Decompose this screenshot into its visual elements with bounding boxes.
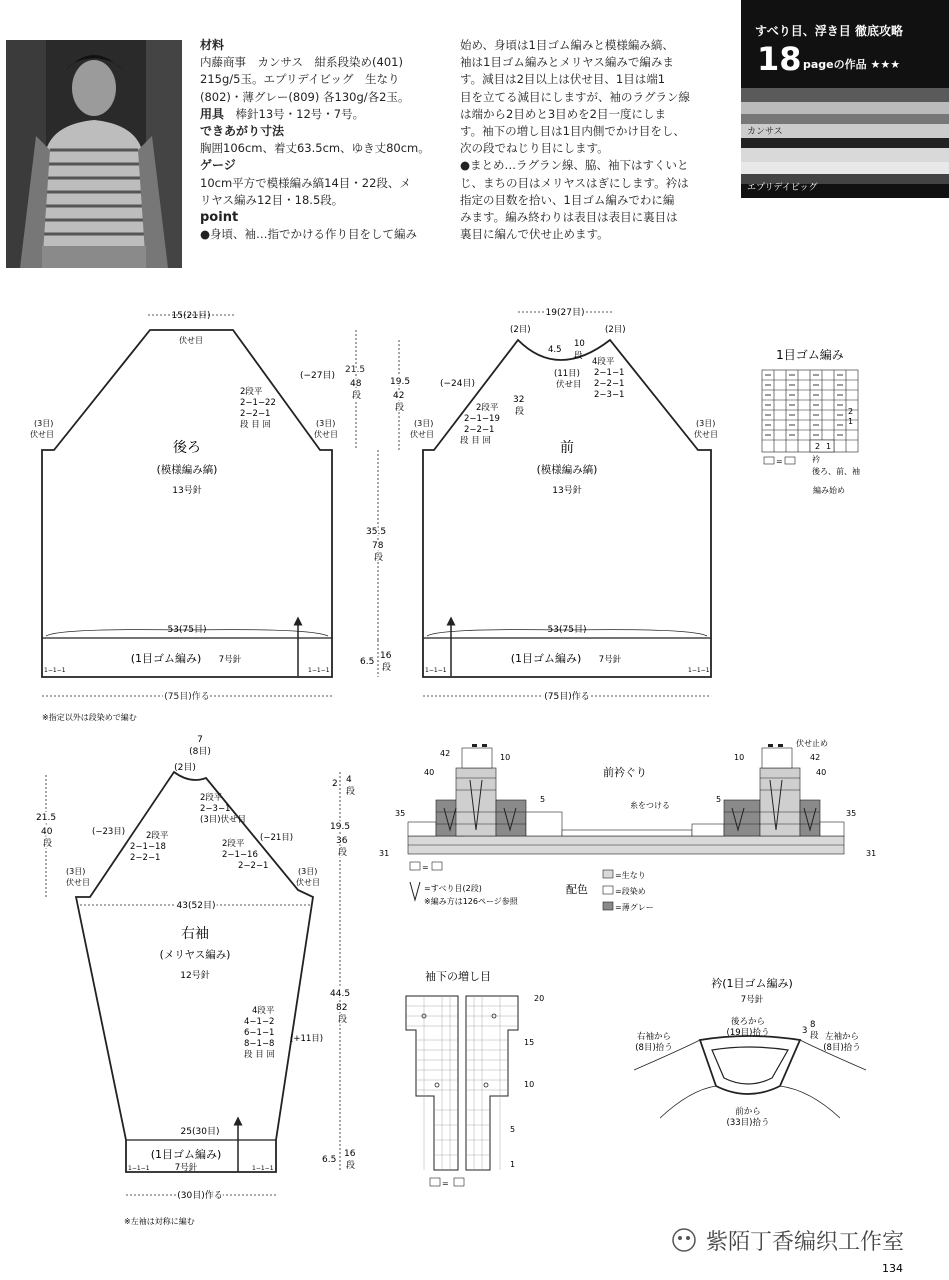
dim: 78 [372, 541, 384, 551]
dim: 48 [350, 379, 362, 389]
color-title: 配色 [566, 883, 588, 896]
instruction-line: 次の段でねじり目にします。 [460, 141, 609, 156]
front-dec-row: 2−2−1 [464, 425, 495, 435]
front-dec-row: 2段平 [476, 403, 499, 413]
sleeve-inc-row: 10 [524, 1080, 535, 1089]
materials-line: 215g/5玉。エプリデイビッグ 生なり [200, 72, 400, 87]
instruction-line: 指定の目数を拾い、1目ゴム編みでわに編 [460, 192, 675, 207]
front-neck-drop: 10 [574, 339, 585, 349]
dim-unit: 段 [374, 553, 384, 563]
collar-right: 右袖から [636, 1032, 672, 1042]
color-natural: =生なり [615, 871, 646, 880]
yarn2-label: エプリデイビッグ [747, 183, 818, 193]
neck-row: 40 [816, 768, 827, 777]
sleeve-right-row: 2段平 [222, 839, 245, 849]
front-dec-label: (−24目) [440, 379, 476, 389]
back-top-width: 15(21目) [171, 311, 211, 321]
back-dec-row: 2−2−1 [240, 409, 271, 419]
back-bottom-width: 53(75目) [167, 625, 207, 635]
front-cast-on: (75目)作る [544, 692, 590, 702]
instruction-line: 裏目に編んで伏せ止めます。 [460, 227, 609, 242]
neck-stitch: 10 [734, 753, 745, 762]
page-number: 134 [882, 1262, 903, 1275]
instruction-line: ●まとめ…ラグラン線、脇、袖下はすくいと [460, 158, 689, 173]
dim: 19.5 [390, 377, 411, 387]
collar-back: (19目)拾う [726, 1028, 770, 1038]
sleeve-left-label: (−23目) [92, 827, 126, 837]
back-dec-row: 2段平 [240, 387, 263, 397]
sleeve-inc-row: 5 [510, 1125, 516, 1134]
sleeve-increase-chart [406, 969, 544, 1188]
back-title: 後ろ [173, 440, 201, 456]
rib-num: 2 [815, 442, 821, 451]
sleeve-inc-row: 20 [534, 994, 545, 1003]
sleeve-left-row: 2−1−18 [130, 842, 166, 852]
sleeve-rib-mark: 1−1−1 [252, 1165, 274, 1172]
sleeve-rib-needle: 7号針 [174, 1163, 198, 1173]
sleeve-h: 40 [41, 827, 53, 837]
color-dyed: =段染め [615, 887, 646, 896]
front-neck-bind: (11目) [554, 369, 580, 379]
sleeve-h: 36 [336, 836, 348, 846]
front-rib-needle: 7号針 [598, 655, 622, 665]
back-subtitle: (模様編み縞) [156, 464, 218, 476]
sleeve-h: 4 [346, 775, 352, 785]
back-dec-label: (−27目) [300, 371, 336, 381]
neck-legend-ref: ※編み方は126ページ参照 [424, 897, 518, 906]
watermark: 紫陌丁香编织工作室 [706, 1230, 905, 1255]
neck-legend: = [422, 863, 429, 872]
sleeve-right-row: 2−1−16 [222, 850, 258, 860]
neck-legend-sl: =すべり目(2段) [424, 884, 482, 893]
watermark-icon [673, 1229, 695, 1251]
front-side-bind: (3目) [696, 419, 716, 428]
sleeve-piece [36, 735, 356, 1226]
sleeve-subtitle: (メリヤス編み) [159, 949, 231, 961]
gauge-text: リヤス編み12目・18.5段。 [200, 192, 344, 207]
front-top-width: 19(27目) [545, 308, 585, 318]
front-dec-row: 2−1−19 [464, 414, 500, 424]
front-neck-depth: 4.5 [548, 345, 562, 355]
point-text: ●身頃、袖…指でかける作り目をして編み [200, 227, 418, 242]
front-neck-dec: 2−2−1 [594, 379, 625, 389]
back-dec-row: 2−1−22 [240, 398, 276, 408]
tools-text: 棒針13号・12号・7号。 [235, 106, 365, 121]
front-bottom-width: 53(75目) [547, 625, 587, 635]
neck-chart-title: 前衿ぐり [603, 766, 647, 779]
sleeve-h: 19.5 [330, 822, 351, 832]
sleeve-note: ※左袖は対称に編む [124, 1217, 195, 1226]
sleeve-dec: 2段平 [200, 793, 223, 803]
sleeve-h: 44.5 [330, 989, 351, 999]
front-title: 前 [560, 440, 574, 456]
front-rib-mark: 1−1−1 [688, 667, 710, 674]
sleeve-top: 7 [197, 735, 203, 745]
back-rib: (1目ゴム編み) [130, 652, 202, 665]
front-neck-drop-unit: 段 [574, 351, 583, 361]
collar-needle: 7号針 [740, 995, 764, 1005]
instruction-line: みます。編み終わりは表目は表目に裏目は [460, 210, 678, 225]
back-dec-row: 段 目 回 [240, 420, 271, 430]
sleeve-top-side: (2目) [174, 763, 196, 773]
collar-diagram [634, 976, 866, 1128]
sleeve-inc: 6−1−1 [244, 1028, 275, 1038]
collar-left: 左袖から [824, 1032, 860, 1042]
sleeve-h-unit: 段 [338, 1015, 348, 1025]
sleeve-h-unit: 段 [43, 839, 53, 849]
front-rows32: 32 [513, 395, 525, 405]
color-grey: =薄グレー [615, 903, 654, 912]
instruction-line: す。減目は2目以上は伏せ目、1目は端1 [460, 72, 666, 87]
yarn1-label: カンサス [747, 127, 783, 137]
tools-title: 用具 [200, 106, 225, 121]
sleeve-rib-mark: 1−1−1 [128, 1165, 150, 1172]
neck-bind-off: 伏せ止め [796, 739, 828, 748]
materials-line: (802)・薄グレー(809) 各130g/各2玉。 [200, 89, 410, 104]
neck-stitch: 5 [540, 795, 546, 804]
page-ref-suffix: page [803, 58, 834, 71]
dim: 35.5 [366, 527, 387, 537]
sleeve-left-row: 2段平 [146, 831, 169, 841]
sleeve-h: 6.5 [322, 1155, 337, 1165]
sleeve-h: 82 [336, 1003, 348, 1013]
front-piece [410, 307, 718, 702]
dim: 42 [393, 391, 405, 401]
front-side-bind: (3目) [414, 419, 434, 428]
sleeve-width: 43(52目) [176, 901, 216, 911]
sleeve-h-unit: 段 [346, 787, 356, 797]
collar-rows: 8 [810, 1020, 816, 1030]
back-rib-mark: 1−1−1 [308, 667, 330, 674]
front-neck-dec: 4段平 [592, 357, 615, 367]
back-rib-mark: 1−1−1 [44, 667, 66, 674]
sleeve-dec: 2−3−1 [200, 804, 231, 814]
sleeve-h-unit: 段 [346, 1161, 356, 1171]
rib-num: 2 [848, 407, 854, 416]
sleeve-inc-legend: = [442, 1179, 449, 1188]
page-ref-number: 18 [757, 40, 802, 78]
back-side-bind: 伏せ目 [30, 430, 54, 439]
sleeve-dec: (3目)伏せ目 [200, 815, 247, 825]
sleeve-title: 右袖 [181, 926, 209, 942]
sleeve-h: 2 [332, 779, 338, 789]
materials-title: 材料 [200, 38, 225, 52]
sleeve-right-label: (−21目) [260, 833, 294, 843]
size-text: 胸囲106cm、着丈63.5cm、ゆき丈80cm。 [200, 141, 430, 156]
back-bind-top: 伏せ目 [179, 336, 203, 345]
dim-unit: 段 [382, 663, 392, 673]
neck-row: 40 [424, 768, 435, 777]
rib-pieces-label: 後ろ、前、袖 [812, 467, 860, 476]
sleeve-right-row: 2−2−1 [238, 861, 269, 871]
back-side-bind: (3目) [34, 419, 54, 428]
sleeve-needle: 12号針 [180, 971, 210, 981]
front-neck-side: (2目) [605, 325, 626, 335]
front-rows32-unit: 段 [515, 407, 525, 417]
sleeve-bind: 伏せ目 [66, 878, 90, 887]
collar-front: (33目)拾う [726, 1118, 770, 1128]
front-rib-mark: 1−1−1 [425, 667, 447, 674]
front-dec-row: 段 目 回 [460, 436, 491, 446]
rib-chart-title: 1目ゴム編み [776, 348, 844, 362]
collar-back: 後ろから [730, 1017, 766, 1027]
neck-chart [379, 738, 876, 912]
rib-start-label: 編み始め [813, 486, 845, 495]
neck-row: 42 [810, 753, 821, 762]
dim-unit: 段 [395, 403, 405, 413]
neck-row: 31 [379, 849, 390, 858]
sleeve-h: 21.5 [36, 813, 57, 823]
back-side-bind: 伏せ目 [314, 430, 338, 439]
sleeve-inc-title: 袖下の増し目 [425, 970, 491, 983]
dim-unit: 段 [352, 391, 362, 401]
back-cast-on: (75目)作る [164, 692, 210, 702]
rib-chart [762, 347, 860, 495]
sleeve-left-row: 2−2−1 [130, 853, 161, 863]
dim: 21.5 [345, 365, 366, 375]
sleeve-inc: 4段平 [252, 1006, 275, 1016]
rib-num: 1 [826, 442, 832, 451]
instruction-line: 始め、身頃は1目ゴム編みと模様編み縞、 [460, 38, 674, 52]
sleeve-inc-row: 1 [510, 1160, 516, 1169]
series-title: すべり目、浮き目 徹底攻略 [755, 24, 903, 38]
back-note: ※指定以外は段染めで編む [42, 713, 137, 722]
sleeve-rib: (1目ゴム編み) [150, 1148, 222, 1161]
collar-rows-unit: 段 [810, 1031, 819, 1041]
front-subtitle: (模様編み縞) [536, 464, 598, 476]
neck-stitch: 10 [500, 753, 511, 762]
sleeve-top-sts: (8目) [189, 747, 211, 757]
collar-front: 前から [735, 1107, 761, 1117]
front-neck-dec: 2−3−1 [594, 390, 625, 400]
sleeve-bind: 伏せ目 [296, 878, 320, 887]
back-piece [30, 310, 338, 722]
neck-thread: 糸をつける [630, 801, 670, 810]
size-title: できあがり寸法 [200, 124, 285, 139]
neck-row: 42 [440, 749, 451, 758]
collar-right: (8目)拾う [635, 1043, 673, 1053]
front-needle: 13号針 [552, 486, 582, 496]
neck-row: 31 [866, 849, 877, 858]
front-side-bind: 伏せ目 [410, 430, 434, 439]
back-rib-needle: 7号針 [218, 655, 242, 665]
sleeve-h: 16 [344, 1149, 356, 1159]
gauge-text: 10cm平方で模様編み縞14目・22段、メ [200, 175, 411, 190]
back-side-bind: (3目) [316, 419, 336, 428]
sleeve-cast-on: (30目)作る [177, 1191, 223, 1201]
rib-legend: = [776, 457, 783, 466]
dim: 6.5 [360, 657, 375, 667]
works-label: の作品 ★★★ [833, 58, 901, 71]
rib-num: 1 [848, 417, 854, 426]
dim: 16 [380, 651, 392, 661]
instruction-line: す。袖下の増し目は1目内側でかけ目をし、 [460, 124, 685, 139]
front-neck-side: (2目) [510, 325, 531, 335]
sleeve-bottom: 25(30目) [180, 1127, 220, 1137]
front-rib: (1目ゴム編み) [510, 652, 582, 665]
footer [673, 1229, 904, 1275]
gauge-title: ゲージ [200, 158, 236, 173]
sleeve-bind: (3目) [298, 867, 318, 876]
instruction-line: じ、まちの目はメリヤスはぎにします。衿は [460, 175, 689, 190]
sleeve-inc: 段 目 回 [244, 1050, 275, 1060]
sleeve-bind: (3目) [66, 867, 86, 876]
body-dimensions [345, 330, 410, 677]
sleeve-inc-label: (+11目) [290, 1034, 324, 1044]
front-side-bind: 伏せ目 [694, 430, 718, 439]
neck-row: 35 [846, 809, 857, 818]
point-title: point [200, 210, 239, 226]
collar-title: 衿(1目ゴム編み) [711, 977, 793, 990]
neck-stitch: 5 [716, 795, 722, 804]
materials-line: 内藤商事 カンサス 紺系段染め(401) [200, 55, 403, 70]
neck-row: 35 [395, 809, 406, 818]
sleeve-inc: 8−1−8 [244, 1039, 275, 1049]
instruction-line: 目を立てる減目にしますが、袖のラグラン線 [460, 89, 690, 104]
rib-collar-label: 衿 [812, 455, 820, 464]
collar-left: (8目)拾う [823, 1043, 861, 1053]
instruction-line: は端から2目めと3目めを2目一度にしま [460, 106, 666, 121]
collar-height: 3 [802, 1026, 808, 1036]
front-neck-dec: 2−1−1 [594, 368, 625, 378]
sleeve-inc: 4−1−2 [244, 1017, 275, 1027]
sleeve-h-unit: 段 [338, 848, 348, 858]
front-neck-bind: 伏せ目 [556, 380, 582, 390]
sleeve-inc-row: 15 [524, 1038, 535, 1047]
back-needle: 13号針 [172, 486, 202, 496]
instruction-line: 袖は1目ゴム編みとメリヤス編みで編みま [460, 55, 674, 70]
